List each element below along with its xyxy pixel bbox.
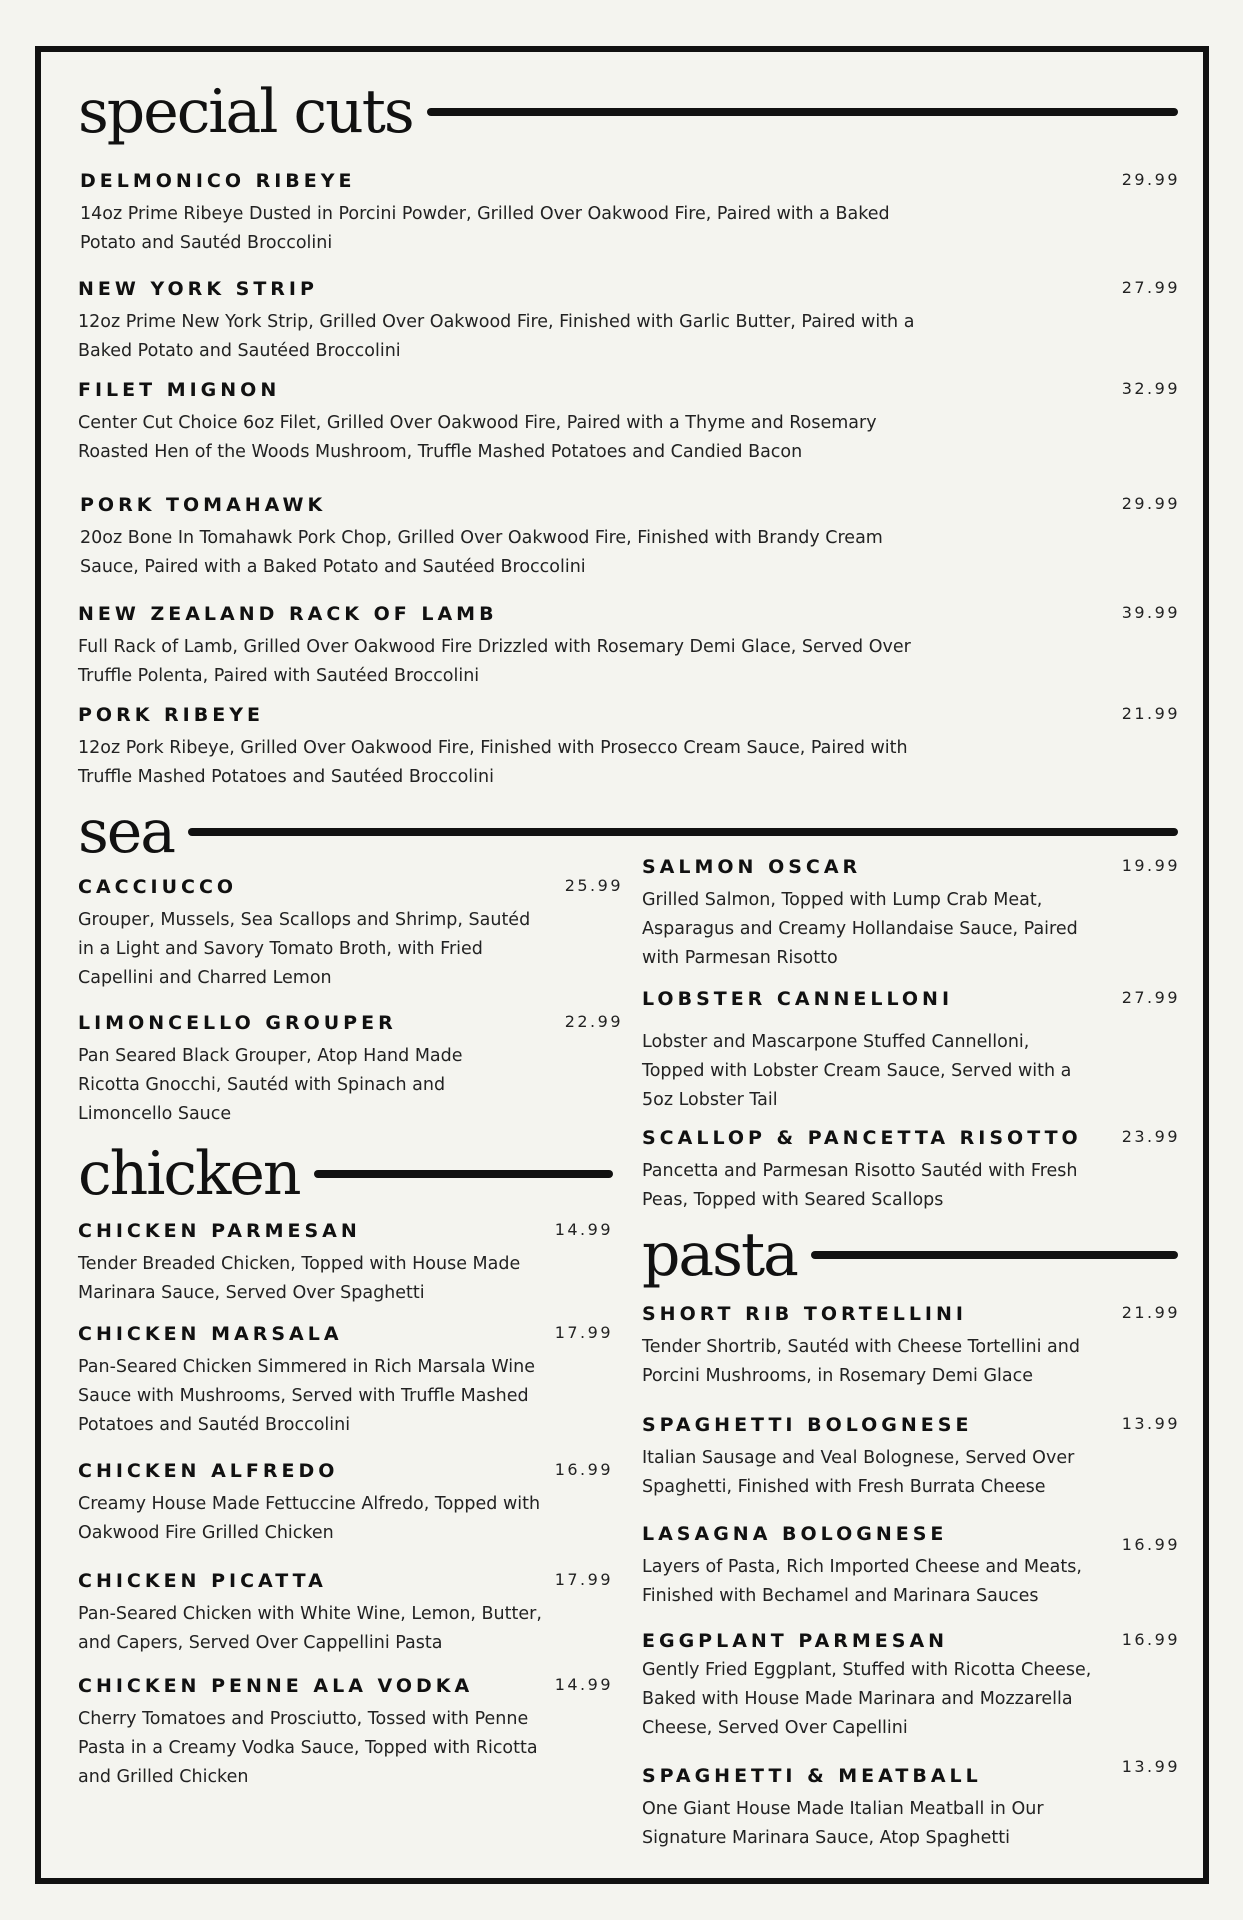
item-name: LIMONCELLO GROUPER [78,1012,397,1034]
item-description: Gently Fried Eggplant, Stuffed with Ricotta Cheese, Baked with House Made Marinara and Mozzarella Cheese, Served Over Capellini [642,1660,1092,1738]
section-title: pasta [642,1220,797,1290]
special-cuts-heading [78,77,1178,147]
item-name: LOBSTER CANNELLONI [642,988,954,1010]
menu-item-rack-of-lamb [78,603,1180,691]
menu-item-chicken-alfredo [78,1460,613,1548]
item-description: Layers of Pasta, Rich Imported Cheese and Meats, Finished with Bechamel and Marinara Sauces [642,1557,1082,1606]
item-description: Pan-Seared Chicken with White Wine, Lemon, Butter, and Capers, Served Over Cappellini Pasta [78,1604,542,1653]
item-price: 13.99 [1121,1757,1180,1776]
menu-item-lasagna-bolognese [642,1523,1180,1611]
item-price: 19.99 [1121,856,1180,875]
item-name: NEW YORK STRIP [78,278,318,300]
item-description: Lobster and Mascarpone Stuffed Cannelloni, Topped with Lobster Cream Sauce, Served with a 5oz Lobster Tail [642,1032,1072,1110]
item-name: CHICKEN PICATTA [78,1570,327,1592]
menu-item-eggplant-parmesan [642,1630,1180,1743]
item-price: 29.99 [1121,494,1180,513]
section-title: special cuts [78,77,413,147]
item-name: CHICKEN MARSALA [78,1323,343,1345]
menu-item-spaghetti-meatball [642,1757,1180,1853]
menu-item-scallop-pancetta-risotto [642,1127,1180,1215]
item-description: 12oz Prime New York Strip, Grilled Over Oakwood Fire, Finished with Garlic Butter, Paired with a Baked Potato and Sautéed Broccolini [78,312,915,361]
item-price: 16.99 [554,1460,613,1479]
item-description: 14oz Prime Ribeye Dusted in Porcini Powder, Grilled Over Oakwood Fire, Paired with a Baked Potato and Sautéd Broccolini [80,204,890,253]
menu-item-chicken-marsala [78,1323,613,1440]
item-price: 32.99 [1121,379,1180,398]
menu-item-delmonico-ribeye [80,170,1180,258]
item-name: PORK RIBEYE [78,704,264,726]
item-name: CHICKEN PENNE ALA VODKA [78,1675,474,1697]
menu-item-limoncello-grouper [78,1012,623,1129]
item-price: 13.99 [1121,1414,1180,1433]
item-description: 20oz Bone In Tomahawk Pork Chop, Grilled Over Oakwood Fire, Finished with Brandy Cream Sauce, Paired with a Baked Potato and Sautéed Broccolini [80,528,883,577]
item-name: SPAGHETTI BOLOGNESE [642,1414,973,1436]
menu-item-lobster-cannelloni [642,988,1180,1115]
item-name: LASAGNA BOLOGNESE [642,1523,948,1545]
menu-item-pork-ribeye [78,704,1180,792]
item-description: 12oz Pork Ribeye, Grilled Over Oakwood Fire, Finished with Prosecco Cream Sauce, Paired with Truffle Mashed Potatoes and Sautéed Broccolini [78,738,908,787]
item-price: 14.99 [554,1220,613,1239]
item-name: SHORT RIB TORTELLINI [642,1303,967,1325]
item-price: 14.99 [554,1675,613,1694]
item-price: 39.99 [1121,603,1180,622]
item-price: 21.99 [1121,1303,1180,1322]
menu-item-salmon-oscar [642,856,1180,973]
menu-item-pork-tomahawk [80,494,1180,582]
section-title: chicken [78,1139,300,1209]
item-description: Pan-Seared Chicken Simmered in Rich Marsala Wine Sauce with Mushrooms, Served with Truffle Mashed Potatoes and Sautéd Broccolini [78,1357,536,1435]
item-price: 22.99 [564,1012,623,1031]
item-name: SPAGHETTI & MEATBALL [642,1765,982,1787]
item-price: 23.99 [1121,1127,1180,1146]
pasta-heading [642,1220,1178,1290]
item-description: Tender Breaded Chicken, Topped with House Made Marinara Sauce, Served Over Spaghetti [78,1254,521,1303]
item-description: Center Cut Choice 6oz Filet, Grilled Over Oakwood Fire, Paired with a Thyme and Rosemary Roasted Hen of the Woods Mushroom, Truffle Mashed Potatoes and Candied Bacon [78,413,877,462]
menu-item-chicken-penne-vodka [78,1675,613,1792]
item-price: 16.99 [1121,1630,1180,1649]
item-price: 27.99 [1121,988,1180,1007]
heading-rule [314,1170,613,1178]
item-name: NEW ZEALAND RACK OF LAMB [78,603,498,625]
item-description: Italian Sausage and Veal Bolognese, Served Over Spaghetti, Finished with Fresh Burrata Cheese [642,1448,1075,1497]
item-description: Full Rack of Lamb, Grilled Over Oakwood Fire Drizzled with Rosemary Demi Glace, Served Over Truffle Polenta, Paired with Sautéed Broccolini [78,637,911,686]
menu-item-chicken-parmesan [78,1220,613,1308]
menu-item-cacciucco [78,876,623,993]
item-description: Cherry Tomatoes and Prosciutto, Tossed with Penne Pasta in a Creamy Vodka Sauce, Topped with Ricotta and Grilled Chicken [78,1709,538,1787]
item-name: SCALLOP & PANCETTA RISOTTO [642,1127,1082,1149]
item-name: DELMONICO RIBEYE [80,170,356,192]
item-name: FILET MIGNON [78,379,281,401]
item-price: 25.99 [564,876,623,895]
item-description: Tender Shortrib, Sautéd with Cheese Tortellini and Porcini Mushrooms, in Rosemary Demi Glace [642,1337,1080,1386]
menu-item-new-york-strip [78,278,1180,366]
heading-rule [188,828,1178,836]
item-description: Pancetta and Parmesan Risotto Sautéd with Fresh Peas, Topped with Seared Scallops [642,1161,1078,1210]
menu-item-chicken-picatta [78,1570,613,1658]
item-name: EGGPLANT PARMESAN [642,1630,949,1652]
heading-rule [811,1251,1178,1259]
item-price: 16.99 [1121,1535,1180,1554]
item-description: One Giant House Made Italian Meatball in Our Signature Marinara Sauce, Atop Spaghetti [642,1799,1044,1848]
item-name: PORK TOMAHAWK [80,494,327,516]
item-description: Grouper, Mussels, Sea Scallops and Shrimp, Sautéd in a Light and Savory Tomato Broth, with Fried Capellini and Charred Lemon [78,910,531,988]
menu-item-filet-mignon [78,379,1180,467]
item-price: 17.99 [554,1323,613,1342]
menu-item-spaghetti-bolognese [642,1414,1180,1502]
item-name: CHICKEN ALFREDO [78,1460,339,1482]
heading-rule [427,108,1178,116]
item-description: Pan Seared Black Grouper, Atop Hand Made Ricotta Gnocchi, Sautéd with Spinach and Limoncello Sauce [78,1046,463,1124]
item-price: 29.99 [1121,170,1180,189]
item-name: CACCIUCCO [78,876,238,898]
item-price: 17.99 [554,1570,613,1589]
item-name: SALMON OSCAR [642,856,862,878]
item-price: 21.99 [1121,704,1180,723]
item-description: Creamy House Made Fettuccine Alfredo, Topped with Oakwood Fire Grilled Chicken [78,1494,541,1543]
item-price: 27.99 [1121,278,1180,297]
section-title: sea [78,797,175,867]
menu-item-short-rib-tortellini [642,1303,1180,1391]
chicken-heading [78,1139,613,1209]
item-description: Grilled Salmon, Topped with Lump Crab Meat, Asparagus and Creamy Hollandaise Sauce, Paired with Parmesan Risotto [642,890,1078,968]
item-name: CHICKEN PARMESAN [78,1220,361,1242]
